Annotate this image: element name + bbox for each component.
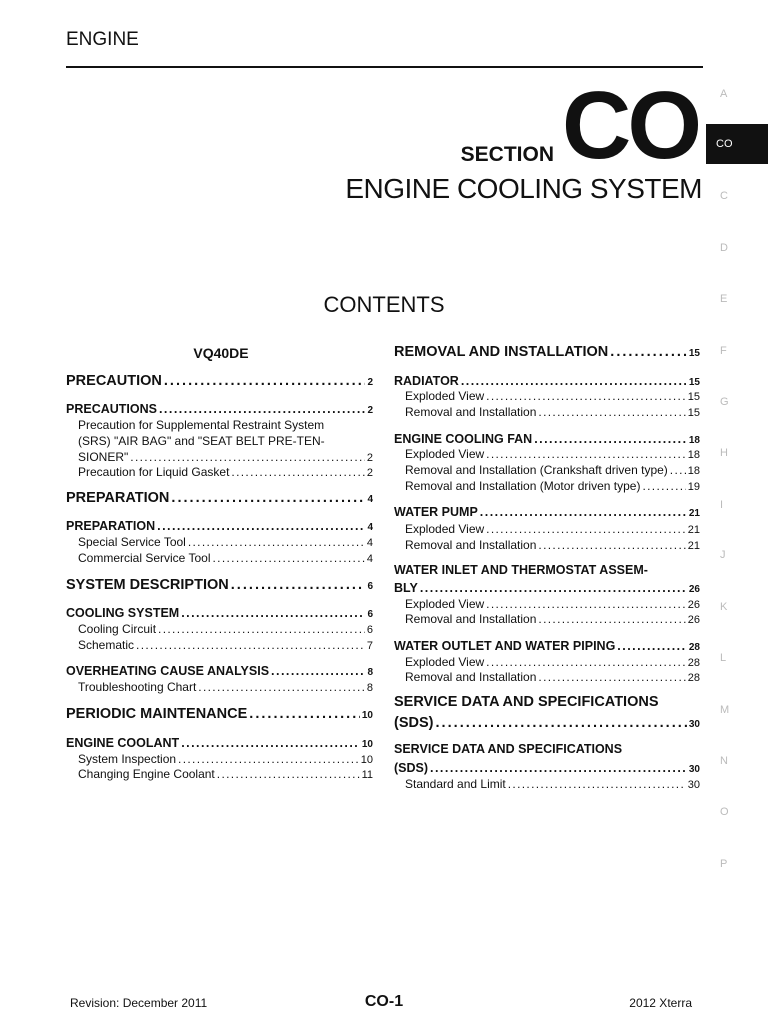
toc-entry-text: PRECAUTION	[66, 373, 162, 389]
tab-o[interactable]: O	[720, 806, 729, 818]
toc-entry[interactable]	[405, 405, 700, 419]
toc-entry-text: Removal and Installation	[405, 670, 537, 684]
toc-entry-page: 26	[688, 584, 700, 595]
toc-entry-page: 2	[366, 452, 373, 464]
toc-entry[interactable]	[66, 519, 373, 533]
toc-entry[interactable]	[78, 638, 373, 652]
toc-entry[interactable]	[78, 752, 373, 766]
tab-h[interactable]: H	[720, 447, 728, 459]
toc-entry[interactable]	[66, 402, 373, 416]
tab-n[interactable]: N	[720, 755, 728, 767]
toc-entry-text: (SDS)	[394, 761, 429, 775]
toc-entry-page: 4	[367, 522, 373, 533]
toc-entry-text: ENGINE COOLANT	[66, 736, 180, 750]
tab-f[interactable]: F	[720, 345, 727, 357]
toc-entry[interactable]	[405, 597, 700, 611]
toc-entry[interactable]	[405, 463, 700, 477]
toc-entry[interactable]	[405, 612, 700, 626]
toc-entry-text: Exploded View	[405, 447, 485, 461]
tab-k[interactable]: K	[720, 601, 728, 613]
toc-entry-text: WATER INLET AND THERMOSTAT ASSEM-	[394, 563, 648, 577]
toc-entry-page: 18	[687, 449, 700, 461]
toc-entry-text: Removal and Installation	[405, 538, 537, 552]
section-code: CO	[562, 72, 698, 179]
header-rule	[66, 66, 703, 68]
toc-entry[interactable]	[78, 450, 373, 464]
toc-entry-text: WATER PUMP	[394, 505, 478, 519]
footer-model: 2012 Xterra	[629, 996, 692, 1010]
tab-a[interactable]: A	[720, 88, 728, 100]
toc-entry-text: ENGINE COOLING FAN	[394, 432, 533, 446]
toc-entry-text: (SDS)	[394, 715, 434, 731]
toc-entry-page: 4	[367, 494, 373, 505]
toc-entry[interactable]	[405, 479, 700, 493]
toc-entry-text: RADIATOR	[394, 374, 459, 388]
toc-entry-text: WATER OUTLET AND WATER PIPING	[394, 639, 616, 653]
toc-entry-page: 6	[367, 609, 373, 620]
tab-g[interactable]: G	[720, 396, 729, 408]
tab-j[interactable]: J	[720, 549, 726, 561]
toc-entry-text: PREPARATION	[66, 519, 156, 533]
toc-entry-page: 21	[687, 540, 700, 552]
toc-entry[interactable]	[394, 432, 700, 446]
toc-entry-text: (SRS) "AIR BAG" and "SEAT BELT PRE-TEN-	[78, 434, 325, 448]
toc-entry-text: System Inspection	[78, 752, 177, 766]
toc-entry-text: PREPARATION	[66, 490, 170, 506]
contents-heading: CONTENTS	[323, 292, 445, 317]
toc-entry-page: 28	[687, 672, 700, 684]
toc-entry-text: Cooling Circuit	[78, 622, 157, 636]
toc-entry[interactable]	[66, 373, 373, 389]
toc-entry[interactable]	[405, 447, 700, 461]
tab-i[interactable]: I	[720, 499, 724, 511]
toc-entry[interactable]	[66, 664, 373, 678]
toc-entry-text: Changing Engine Coolant	[78, 767, 215, 781]
toc-entry[interactable]	[394, 374, 700, 388]
toc-entry-page: 6	[367, 581, 373, 592]
footer-page-number: CO-1	[364, 993, 404, 1010]
toc-entry-text: BLY	[394, 581, 418, 595]
toc-entry-text: Commercial Service Tool	[78, 551, 211, 565]
toc-entry-page: 4	[366, 537, 373, 549]
toc-entry-page: 10	[361, 710, 373, 721]
toc-entry[interactable]	[78, 622, 373, 636]
toc-entry[interactable]	[78, 465, 373, 479]
toc-entry[interactable]	[66, 606, 373, 620]
tab-e[interactable]: E	[720, 293, 728, 305]
toc-entry-page: 28	[687, 657, 700, 669]
toc-entry[interactable]	[394, 581, 700, 595]
toc-entry-page: 2	[367, 405, 373, 416]
toc-entry-page: 30	[687, 779, 700, 791]
toc-entry[interactable]	[405, 538, 700, 552]
toc-entry-text: Removal and Installation	[405, 612, 537, 626]
toc-entry-text: Removal and Installation	[405, 405, 537, 419]
toc-entry[interactable]	[405, 522, 700, 536]
toc-entry-page: 10	[361, 739, 373, 750]
toc-entry-page: 4	[366, 553, 373, 565]
toc-entry-text: Precaution for Liquid Gasket	[78, 465, 230, 479]
toc-entry[interactable]	[394, 761, 700, 775]
section-label: SECTION	[460, 143, 554, 166]
toc-entry-page: 30	[688, 719, 700, 730]
tab-d[interactable]: D	[720, 242, 728, 254]
toc-entry[interactable]	[78, 551, 373, 565]
toc-entry-page: 15	[688, 377, 700, 388]
engine-model-heading: VQ40DE	[193, 345, 249, 361]
toc-entry-text: Special Service Tool	[78, 535, 186, 549]
tab-m[interactable]: M	[720, 704, 730, 716]
toc-entry[interactable]	[405, 655, 700, 669]
toc-entry-page: 11	[361, 769, 373, 781]
toc-entry-page: 2	[367, 377, 373, 388]
toc-entry-text: SERVICE DATA AND SPECIFICATIONS	[394, 694, 659, 710]
toc-entry-text: Exploded View	[405, 522, 485, 536]
tab-c[interactable]: C	[720, 190, 728, 202]
toc-entry-page: 21	[687, 524, 700, 536]
toc-entry-text: PRECAUTIONS	[66, 402, 157, 416]
toc-entry[interactable]	[66, 577, 373, 593]
toc-entry-page: 26	[687, 614, 700, 626]
toc-entry-page: 8	[367, 667, 373, 678]
toc-entry-text: Troubleshooting Chart	[78, 680, 197, 694]
toc-entry-text: COOLING SYSTEM	[66, 606, 180, 620]
toc-entry-page: 10	[360, 754, 373, 766]
toc-entry[interactable]	[405, 389, 700, 403]
toc-entry-page: 18	[688, 435, 700, 446]
toc-entry[interactable]	[405, 777, 700, 791]
tab-co-active[interactable]: CO	[706, 124, 768, 164]
tab-l[interactable]: L	[720, 652, 727, 664]
tab-p[interactable]: P	[720, 858, 728, 870]
toc-entry-text: Exploded View	[405, 655, 485, 669]
toc-entry-text: Standard and Limit	[405, 777, 506, 791]
toc-entry-page: 28	[688, 642, 700, 653]
toc-entry[interactable]	[78, 767, 373, 781]
toc-entry-text: Exploded View	[405, 597, 485, 611]
toc-entry-page: 15	[687, 407, 700, 419]
toc-entry[interactable]	[66, 490, 373, 506]
toc-entry[interactable]	[78, 680, 373, 694]
toc-entry[interactable]	[78, 535, 373, 549]
toc-entry-page: 2	[366, 467, 373, 479]
toc-entry-text: Precaution for Supplemental Restraint System	[78, 418, 325, 432]
toc-entry-page: 8	[366, 682, 373, 694]
toc-entry-text: Removal and Installation (Motor driven type)	[405, 479, 641, 493]
toc-entry[interactable]	[394, 344, 700, 360]
toc-entry[interactable]	[394, 639, 700, 653]
toc-entry-page: 30	[688, 764, 700, 775]
toc-entry-text: Exploded View	[405, 389, 485, 403]
toc-entry-text: PERIODIC MAINTENANCE	[66, 706, 248, 722]
toc-entry[interactable]	[66, 736, 373, 750]
toc-entry-text: SIONER"	[78, 450, 129, 464]
footer-revision: Revision: December 2011	[70, 996, 208, 1010]
section-title: ENGINE COOLING SYSTEM	[345, 173, 702, 204]
toc-entry-page: 18	[687, 465, 700, 477]
toc-entry-page: 7	[366, 640, 373, 652]
toc-entry-text: SERVICE DATA AND SPECIFICATIONS	[394, 742, 623, 756]
toc-entry-page: 15	[688, 348, 700, 359]
toc-entry-text: OVERHEATING CAUSE ANALYSIS	[66, 664, 270, 678]
toc-entry-page: 19	[687, 481, 700, 493]
toc-entry[interactable]	[66, 706, 373, 722]
toc-entry[interactable]	[405, 670, 700, 684]
toc-entry-page: 21	[688, 508, 700, 519]
toc-entry[interactable]	[394, 505, 700, 519]
toc-entry-page: 26	[687, 599, 700, 611]
toc-entry[interactable]	[394, 715, 700, 731]
toc-entry-page: 15	[687, 391, 700, 403]
toc-entry-text: Schematic	[78, 638, 135, 652]
toc-entry-page: 6	[366, 624, 373, 636]
header-title: ENGINE	[66, 29, 139, 50]
toc-entry-text: Removal and Installation (Crankshaft driven type)	[405, 463, 668, 477]
toc-entry-text: REMOVAL AND INSTALLATION	[394, 344, 609, 360]
toc-entry-text: SYSTEM DESCRIPTION	[66, 577, 229, 593]
